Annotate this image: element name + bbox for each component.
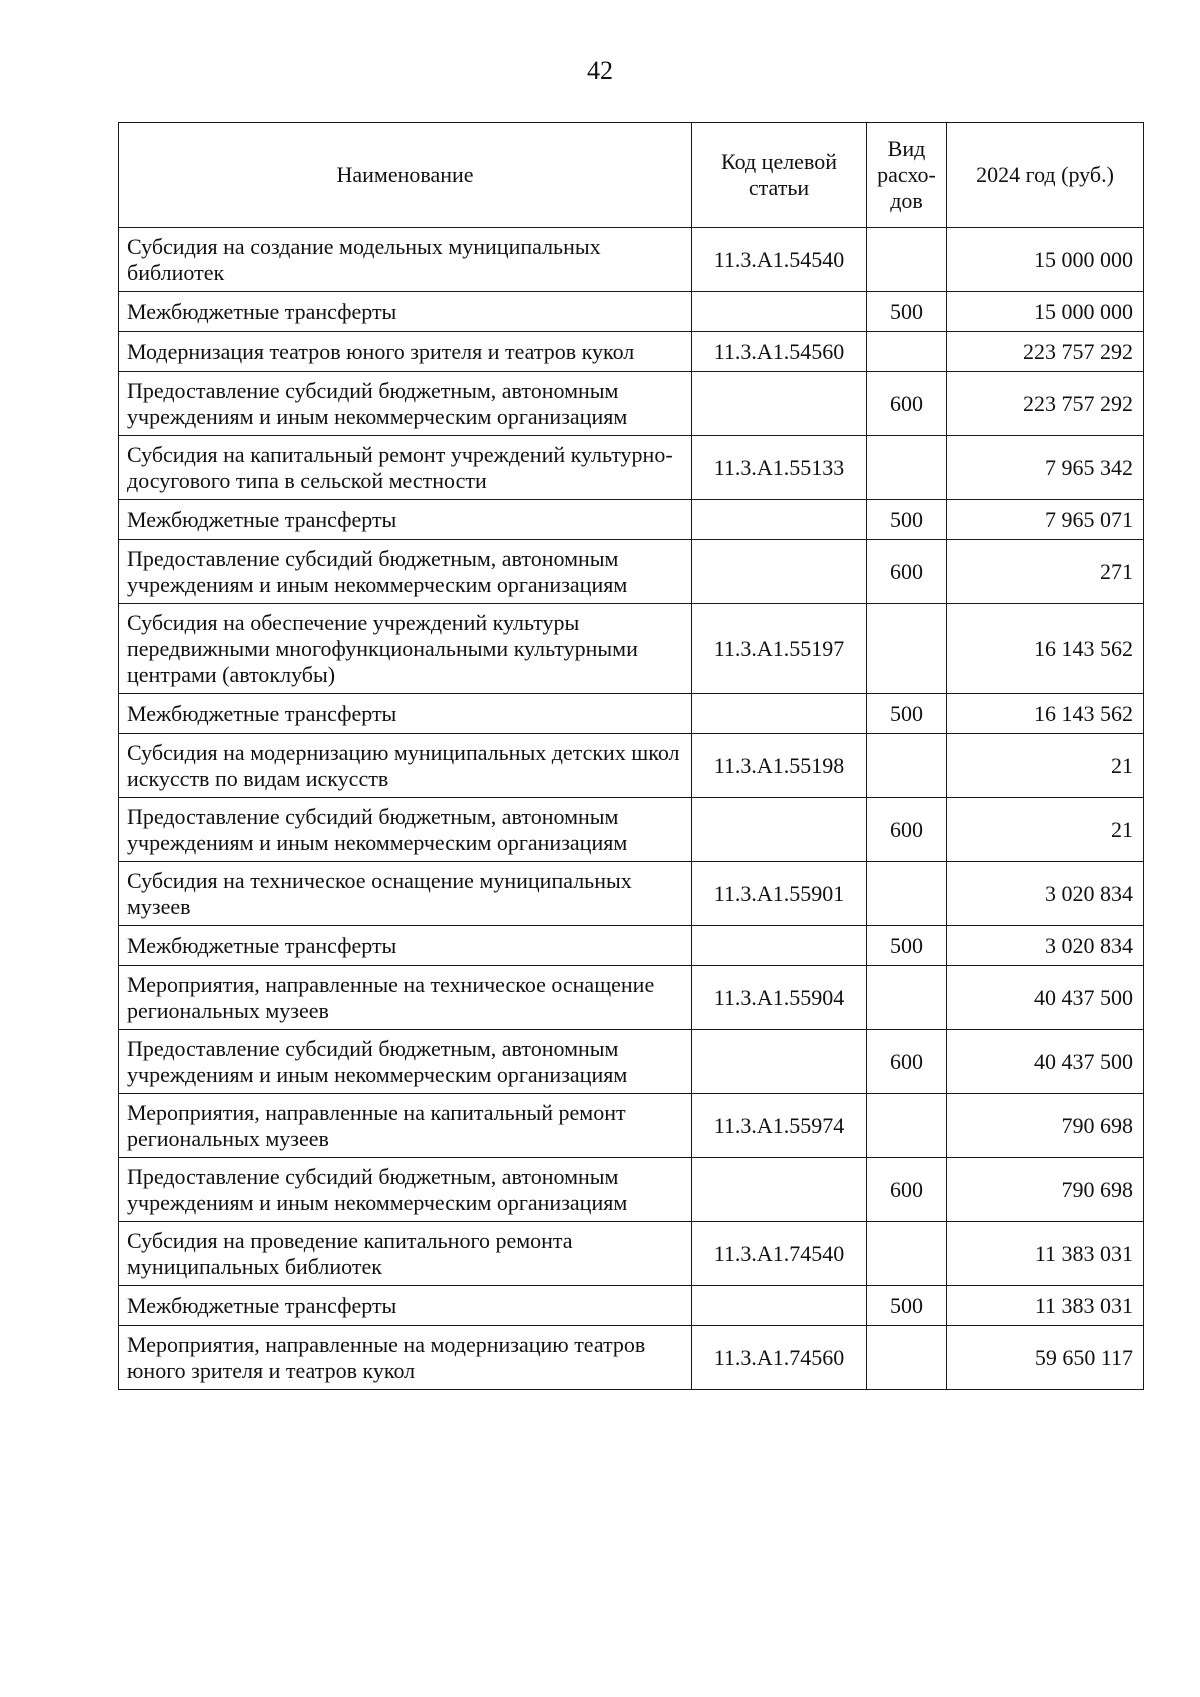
row-amount: 271 — [947, 540, 1144, 604]
row-kind: 500 — [867, 1286, 947, 1326]
row-amount: 11 383 031 — [947, 1286, 1144, 1326]
row-name: Межбюджетные трансферты — [119, 694, 692, 734]
row-code — [692, 926, 867, 966]
row-code: 11.3.А1.74540 — [692, 1222, 867, 1286]
row-code — [692, 292, 867, 332]
row-kind: 600 — [867, 540, 947, 604]
row-amount: 223 757 292 — [947, 332, 1144, 372]
row-amount: 40 437 500 — [947, 966, 1144, 1030]
row-code — [692, 694, 867, 734]
table-row — [119, 1158, 1144, 1222]
table-row — [119, 604, 1144, 694]
row-name: Субсидия на проведение капитального ремонта муниципальных библиотек — [119, 1222, 692, 1286]
row-amount: 40 437 500 — [947, 1030, 1144, 1094]
row-code: 11.3.А1.55133 — [692, 436, 867, 500]
header-kind: Вид расхо-дов — [867, 123, 947, 228]
row-amount: 3 020 834 — [947, 926, 1144, 966]
row-name: Мероприятия, направленные на техническое оснащение региональных музеев — [119, 966, 692, 1030]
row-amount: 15 000 000 — [947, 292, 1144, 332]
row-code: 11.3.А1.55197 — [692, 604, 867, 694]
row-code — [692, 798, 867, 862]
row-code: 11.3.А1.74560 — [692, 1326, 867, 1390]
row-kind: 500 — [867, 694, 947, 734]
header-name: Наименование — [119, 123, 692, 228]
row-amount: 3 020 834 — [947, 862, 1144, 926]
row-kind: 500 — [867, 292, 947, 332]
header-row — [119, 123, 1144, 228]
table-row — [119, 862, 1144, 926]
row-name: Предоставление субсидий бюджетным, автономным учреждениям и иным некоммерческим организациям — [119, 1030, 692, 1094]
row-kind — [867, 1222, 947, 1286]
row-code: 11.3.А1.55904 — [692, 966, 867, 1030]
table-row — [119, 966, 1144, 1030]
row-amount: 21 — [947, 798, 1144, 862]
row-amount: 15 000 000 — [947, 228, 1144, 292]
row-name: Мероприятия, направленные на капитальный ремонт региональных музеев — [119, 1094, 692, 1158]
row-kind — [867, 1326, 947, 1390]
row-amount: 16 143 562 — [947, 694, 1144, 734]
row-kind — [867, 862, 947, 926]
row-name: Субсидия на обеспечение учреждений культуры передвижными многофункциональными культурными центрами (автоклубы) — [119, 604, 692, 694]
table-row — [119, 1094, 1144, 1158]
header-year: 2024 год (руб.) — [947, 123, 1144, 228]
row-name: Субсидия на капитальный ремонт учреждений культурно-досугового типа в сельской местности — [119, 436, 692, 500]
table-row — [119, 1222, 1144, 1286]
row-code: 11.3.А1.55974 — [692, 1094, 867, 1158]
row-amount: 790 698 — [947, 1094, 1144, 1158]
row-name: Мероприятия, направленные на модернизацию театров юного зрителя и театров кукол — [119, 1326, 692, 1390]
row-name: Предоставление субсидий бюджетным, автономным учреждениям и иным некоммерческим организациям — [119, 798, 692, 862]
row-name: Межбюджетные трансферты — [119, 292, 692, 332]
row-code — [692, 1158, 867, 1222]
table-row — [119, 500, 1144, 540]
table-row — [119, 292, 1144, 332]
header-code: Код целевой статьи — [692, 123, 867, 228]
row-name: Субсидия на создание модельных муниципальных библиотек — [119, 228, 692, 292]
table-row — [119, 332, 1144, 372]
row-code: 11.3.А1.54560 — [692, 332, 867, 372]
table-row — [119, 926, 1144, 966]
table-row — [119, 1286, 1144, 1326]
row-amount: 59 650 117 — [947, 1326, 1144, 1390]
row-code: 11.3.А1.55901 — [692, 862, 867, 926]
table-row — [119, 228, 1144, 292]
row-amount: 790 698 — [947, 1158, 1144, 1222]
row-kind — [867, 332, 947, 372]
row-amount: 21 — [947, 734, 1144, 798]
row-kind — [867, 1094, 947, 1158]
row-code — [692, 372, 867, 436]
row-kind: 600 — [867, 798, 947, 862]
row-name: Межбюджетные трансферты — [119, 926, 692, 966]
table-body — [119, 228, 1144, 1390]
row-amount: 7 965 071 — [947, 500, 1144, 540]
row-code — [692, 1286, 867, 1326]
row-amount: 223 757 292 — [947, 372, 1144, 436]
table-row — [119, 436, 1144, 500]
table-header — [119, 123, 1144, 228]
table-row — [119, 798, 1144, 862]
row-code — [692, 500, 867, 540]
row-amount: 16 143 562 — [947, 604, 1144, 694]
row-name: Субсидия на модернизацию муниципальных детских школ искусств по видам искусств — [119, 734, 692, 798]
row-amount: 7 965 342 — [947, 436, 1144, 500]
budget-table — [118, 122, 1144, 1390]
row-kind: 500 — [867, 926, 947, 966]
row-kind: 600 — [867, 1030, 947, 1094]
row-name: Предоставление субсидий бюджетным, автономным учреждениям и иным некоммерческим организациям — [119, 1158, 692, 1222]
page-number: 42 — [587, 56, 613, 85]
table-row — [119, 372, 1144, 436]
row-kind — [867, 604, 947, 694]
table-row — [119, 540, 1144, 604]
row-name: Предоставление субсидий бюджетным, автономным учреждениям и иным некоммерческим организациям — [119, 540, 692, 604]
row-name: Модернизация театров юного зрителя и театров кукол — [119, 332, 692, 372]
row-kind — [867, 228, 947, 292]
row-name: Предоставление субсидий бюджетным, автономным учреждениям и иным некоммерческим организациям — [119, 372, 692, 436]
table-row — [119, 1030, 1144, 1094]
row-kind — [867, 734, 947, 798]
row-code — [692, 1030, 867, 1094]
row-name: Субсидия на техническое оснащение муниципальных музеев — [119, 862, 692, 926]
table-row — [119, 734, 1144, 798]
row-code: 11.3.А1.54540 — [692, 228, 867, 292]
row-amount: 11 383 031 — [947, 1222, 1144, 1286]
row-kind: 600 — [867, 372, 947, 436]
row-name: Межбюджетные трансферты — [119, 1286, 692, 1326]
row-kind: 500 — [867, 500, 947, 540]
row-kind — [867, 966, 947, 1030]
table-row — [119, 694, 1144, 734]
row-kind: 600 — [867, 1158, 947, 1222]
table-row — [119, 1326, 1144, 1390]
row-code: 11.3.А1.55198 — [692, 734, 867, 798]
row-code — [692, 540, 867, 604]
row-kind — [867, 436, 947, 500]
row-name: Межбюджетные трансферты — [119, 500, 692, 540]
